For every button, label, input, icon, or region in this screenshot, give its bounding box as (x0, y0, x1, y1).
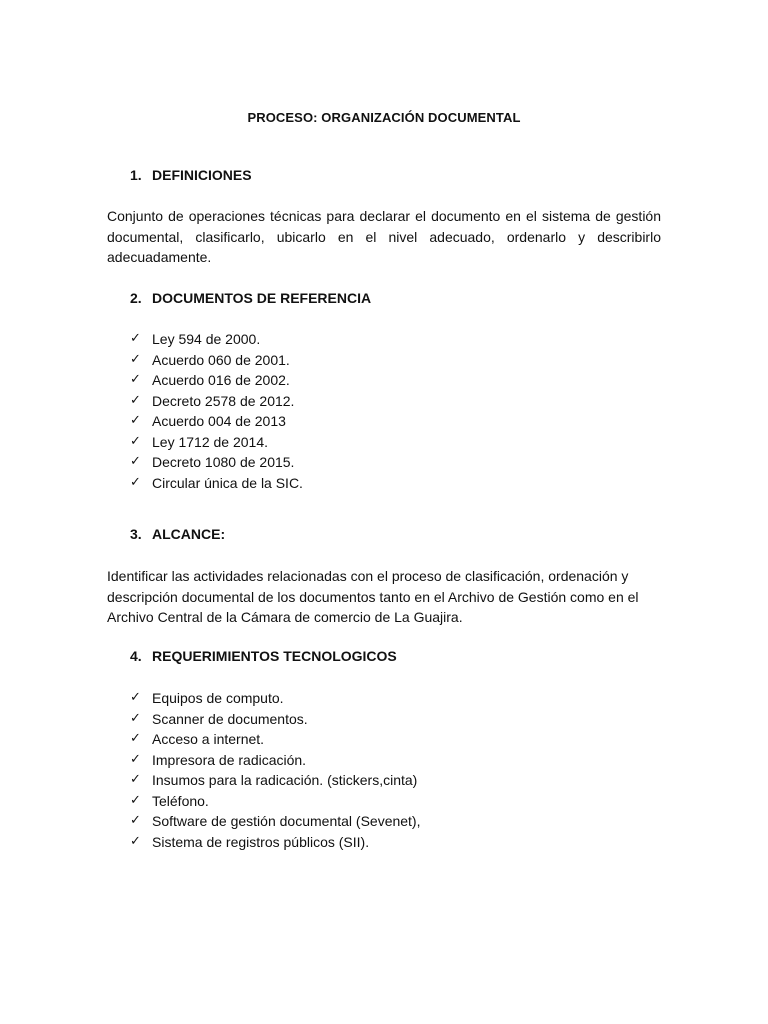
check-mark-icon: ✓ (130, 690, 141, 705)
list-item-text: Acuerdo 004 de 2013 (152, 413, 286, 429)
section-heading-definiciones (130, 167, 252, 183)
definiciones-paragraph: Conjunto de operaciones técnicas para declarar el documento en el sistema de gestión documental, clasificarlo, ubicarlo en el nivel adecuado, ordenarlo y describirlo adecuadamente. (107, 208, 661, 265)
list-item (130, 770, 421, 791)
section-heading-requerimientos (130, 648, 397, 664)
list-item-text: Ley 1712 de 2014. (152, 433, 268, 450)
list-item-text: Decreto 2578 de 2012. (152, 392, 295, 409)
list-item (130, 709, 421, 730)
list-item (130, 432, 303, 453)
check-mark-icon: ✓ (130, 413, 141, 428)
list-item-text: Circular única de la SIC. (152, 474, 303, 491)
check-mark-icon: ✓ (130, 454, 141, 469)
list-item-text: Teléfono. (152, 792, 209, 809)
list-item-text: Acuerdo 060 de 2001. (152, 351, 290, 368)
section-number: 1. (130, 167, 142, 183)
check-mark-icon: ✓ (130, 833, 141, 849)
document-title: PROCESO: ORGANIZACIÓN DOCUMENTAL (247, 110, 521, 125)
section-title: DOCUMENTOS DE REFERENCIA (152, 290, 372, 306)
check-mark-icon: ✓ (130, 392, 141, 408)
section-title: ALCANCE: (152, 526, 226, 542)
section-number: 2. (130, 290, 142, 306)
list-item (130, 473, 303, 494)
check-mark-icon: ✓ (130, 372, 141, 387)
alcance-paragraph: Identificar las actividades relacionadas con el proceso de clasificación, ordenación y descripción documental de los documentos tanto en el Archivo de Gestión como en el Archivo Central de la Cámara de comercio de La Guajira. (107, 568, 639, 625)
list-item-text: Scanner de documentos. (152, 710, 308, 727)
check-mark-icon: ✓ (130, 331, 141, 346)
section-number: 3. (130, 526, 142, 542)
section-heading-documentos-referencia (130, 290, 371, 306)
check-mark-icon: ✓ (130, 751, 141, 767)
list-item (130, 452, 303, 473)
list-item-text: Insumos para la radicación. (stickers,cinta) (152, 772, 418, 788)
list-item (130, 329, 303, 350)
list-item-text: Ley 594 de 2000. (152, 331, 261, 347)
list-item (130, 832, 421, 853)
list-item-text: Decreto 1080 de 2015. (152, 454, 295, 470)
list-item (130, 350, 303, 371)
section-title: REQUERIMIENTOS TECNOLOGICOS (152, 648, 397, 664)
check-mark-icon: ✓ (130, 731, 141, 746)
list-item-text: Equipos de computo. (152, 690, 284, 706)
list-item (130, 729, 421, 750)
check-mark-icon: ✓ (130, 772, 141, 787)
list-item-text: Sistema de registros públicos (SII). (152, 833, 370, 850)
list-item-text: Acceso a internet. (152, 731, 265, 747)
check-mark-icon: ✓ (130, 813, 141, 828)
section-heading-alcance (130, 526, 225, 542)
list-item (130, 411, 303, 432)
list-item (130, 688, 421, 709)
list-item (130, 791, 421, 812)
list-item (130, 391, 303, 412)
reference-documents-list (130, 329, 303, 493)
check-mark-icon: ✓ (130, 792, 141, 808)
list-item-text: Software de gestión documental (Sevenet), (152, 813, 421, 829)
section-title: DEFINICIONES (152, 167, 252, 183)
section-number: 4. (130, 648, 142, 664)
list-item-text: Impresora de radicación. (152, 751, 307, 768)
list-item (130, 811, 421, 832)
list-item-text: Acuerdo 016 de 2002. (152, 372, 290, 388)
check-mark-icon: ✓ (130, 710, 141, 726)
check-mark-icon: ✓ (130, 351, 141, 367)
technology-requirements-list (130, 688, 421, 852)
list-item (130, 750, 421, 771)
check-mark-icon: ✓ (130, 433, 141, 449)
list-item (130, 370, 303, 391)
check-mark-icon: ✓ (130, 474, 141, 490)
